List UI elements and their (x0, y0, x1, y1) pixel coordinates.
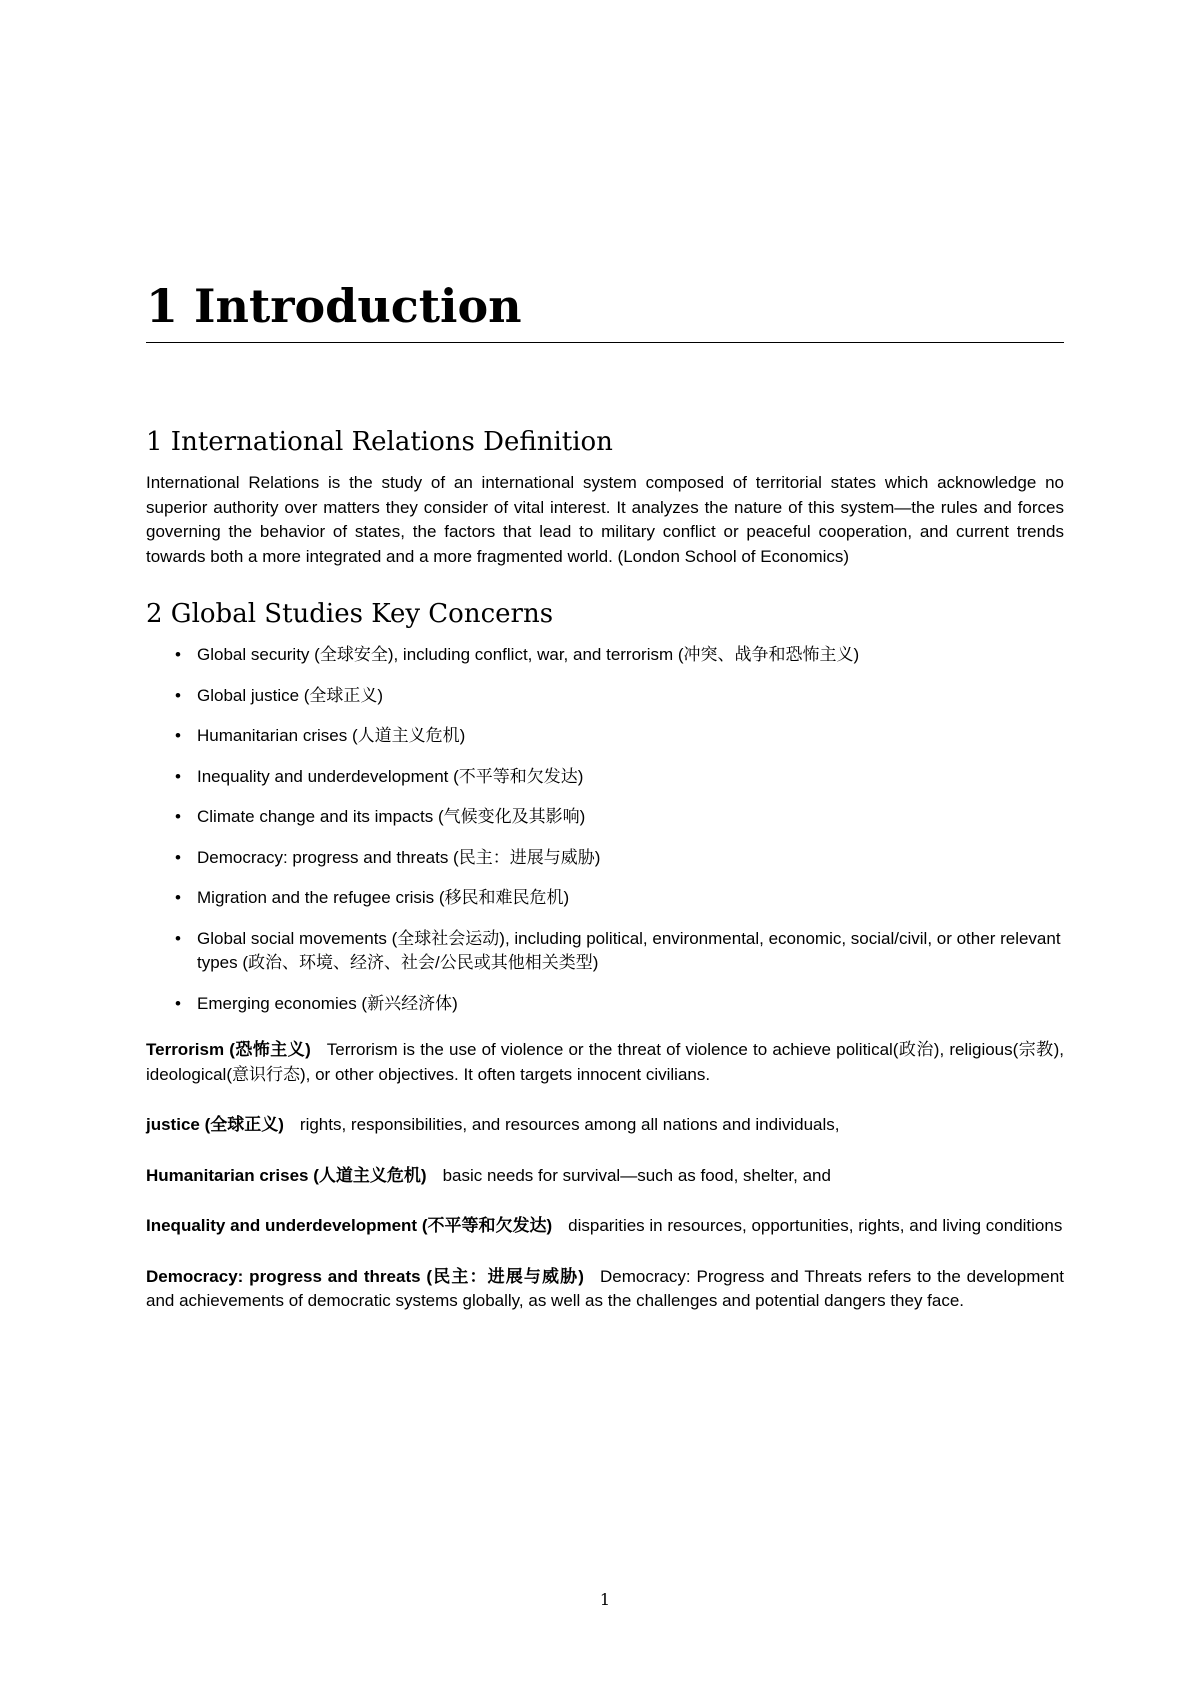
list-item-text: Democracy: progress and threats (民主：进展与威胁) (197, 847, 601, 867)
chapter-title-rule (146, 342, 1064, 343)
definition-term: Humanitarian crises (人道主义危机) (146, 1165, 427, 1185)
definition-democracy (146, 1265, 1064, 1314)
section-international-relations (146, 425, 1064, 569)
definition-inequality (146, 1214, 1064, 1239)
bullet-icon: • (175, 928, 181, 948)
document-page (146, 0, 1064, 1696)
definition-text: disparities in resources, opportunities, rights, and living conditions (568, 1216, 1063, 1235)
list-item (175, 643, 1064, 668)
list-item-text: Migration and the refugee crisis (移民和难民危机) (197, 888, 570, 907)
bullet-icon: • (175, 726, 181, 745)
definition-term: justice (全球正义) (146, 1115, 284, 1134)
bullet-icon: • (175, 766, 181, 786)
bullet-icon: • (175, 685, 181, 705)
bullet-icon: • (175, 847, 181, 867)
list-item (175, 927, 1064, 976)
chapter-header (146, 278, 1064, 343)
definition-text: basic needs for survival—such as food, shelter, and (442, 1165, 831, 1185)
definition-term: Terrorism (恐怖主义) (146, 1040, 311, 1059)
list-item (175, 724, 1064, 749)
list-item (175, 846, 1064, 871)
concerns-list (146, 643, 1064, 1016)
definition-text: rights, responsibilities, and resources among all nations and individuals, (299, 1115, 840, 1134)
bullet-icon: • (175, 993, 181, 1013)
bullet-icon: • (175, 807, 181, 826)
definition-humanitarian-crises (146, 1164, 1064, 1189)
page-number: 1 (599, 1590, 611, 1609)
list-item (175, 684, 1064, 709)
list-item-text: Emerging economies (新兴经济体) (197, 993, 458, 1013)
bullet-icon: • (175, 888, 181, 907)
definition-justice (146, 1113, 1064, 1138)
definition-term: Inequality and underdevelopment (不平等和欠发达) (146, 1216, 553, 1235)
definition-term: Democracy: progress and threats (民主：进展与威胁) (146, 1266, 584, 1286)
section-heading: 2 Global Studies Key Concerns (146, 599, 554, 629)
list-item (175, 886, 1064, 911)
section-global-studies (146, 597, 1064, 1016)
list-item (175, 805, 1064, 830)
chapter-title: 1 Introduction (146, 279, 522, 333)
definition-text: Democracy: Progress and Threats refers to the development and achievements of democratic systems globally, as well as the challenges and potential dangers they face. (146, 1266, 1064, 1310)
document-body (146, 425, 1064, 1340)
definition-text: Terrorism is the use of violence or the threat of violence to achieve political(政治), religious(宗教), ideological(意识行态), or other objectives. It often targets innocent civilians. (146, 1040, 1064, 1084)
list-item-text: Inequality and underdevelopment (不平等和欠发达) (197, 766, 584, 786)
list-item-text: Climate change and its impacts (气候变化及其影响) (197, 807, 586, 826)
definition-terrorism (146, 1038, 1064, 1087)
list-item-text: Humanitarian crises (人道主义危机) (197, 726, 466, 745)
list-item-text: Global justice (全球正义) (197, 685, 384, 705)
list-item-text: Global security (全球安全), including conflict, war, and terrorism (冲突、战争和恐怖主义) (197, 645, 860, 664)
list-item-text: Global social movements (全球社会运动), including political, environmental, economic, social/civil, or other relevant types (政治、环境、经济、社会/公民或其他相关类型) (197, 928, 1061, 972)
bullet-icon: • (175, 645, 181, 664)
list-item (175, 992, 1064, 1017)
list-item (175, 765, 1064, 790)
definition-paragraph: International Relations is the study of an international system composed of territorial states which acknowledge no superior authority over matters they consider of vital interest. It analyzes the nature of this system—the rules and forces governing the behavior of states, the factors that lead to military conflict or peaceful cooperation, and current trends towards both a more integrated and a more fragmented world. (London School of Economics) (146, 473, 1064, 566)
section-heading: 1 International Relations Definition (146, 427, 613, 457)
definitions (146, 1038, 1064, 1314)
